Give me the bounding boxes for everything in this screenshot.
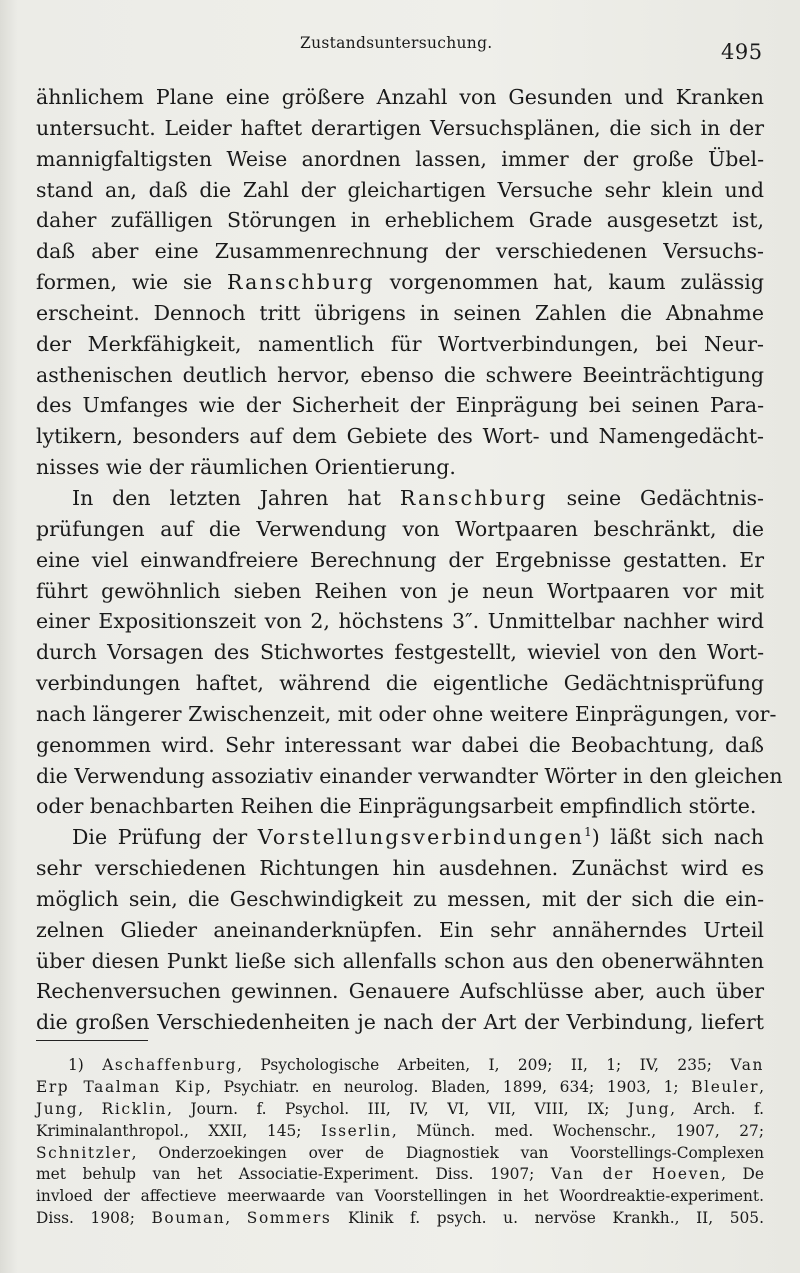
text-line: ähnlichem Plane eine größere Anzahl von Gesunden und Kranken (36, 85, 764, 109)
text-line: In den letzten Jahren hat Ranschburg seine Gedächtnis- (72, 485, 764, 510)
author-name: Ranschburg (227, 270, 375, 295)
text-line: zelnen Glieder aneinanderknüpfen. Ein sehr annäherndes Urteil (36, 917, 764, 942)
footnote-line: Schnitzler, Onderzoekingen over de Diagnostiek van Voorstellings-Complexen (36, 1143, 764, 1162)
text-line: der Merkfähigkeit, namentlich für Wortverbindungen, bei Neur- (36, 331, 764, 356)
text-line: eine viel einwandfreiere Berechnung der Ergebnisse gestatten. Er (36, 547, 764, 572)
text-line: verbindungen haftet, während die eigentliche Gedächtnisprüfung (36, 671, 764, 696)
text-line: nach längerer Zwischenzeit, mit oder ohne weitere Einprägungen, vor- (36, 701, 777, 726)
text-line: daß aber eine Zusammenrechnung der verschiedenen Versuchs- (36, 239, 764, 264)
text-line: asthenischen deutlich hervor, ebenso die schwere Beeinträchtigung (36, 362, 764, 387)
text-line: des Umfanges wie der Sicherheit der Einprägung bei seinen Para- (36, 393, 764, 418)
body-text (36, 82, 783, 1038)
footnotes (36, 1055, 764, 1230)
text-line: mannigfaltigsten Weise anordnen lassen, immer der große Übel- (36, 146, 764, 171)
footnote-line: Kriminalanthropol., XXII, 145; Isserlin, Münch. med. Wochenschr., 1907, 27; (36, 1121, 765, 1140)
footnote-line: invloed der affectieve meerwaarde van Voorstellingen in het Woordreaktie-experiment. (36, 1187, 764, 1206)
footnote-marker: 1 (584, 825, 592, 840)
text-line: lytikern, besonders auf dem Gebiete des Wort- und Namengedächt- (36, 424, 764, 449)
text-line: über diesen Punkt ließe sich allenfalls schon aus den obenerwähnten (36, 948, 764, 973)
text-line: führt gewöhnlich sieben Reihen von je neun Wortpaaren vor mit (36, 578, 764, 603)
footnote-line: 1) Aschaffenburg, Psychologische Arbeiten, I, 209; II, 1; IV, 235; Van (68, 1056, 764, 1074)
text-line: nisses wie der räumlichen Orientierung. (36, 455, 456, 480)
text-line: formen, wie sie Ranschburg vorgenommen hat, kaum zulässig (36, 270, 764, 295)
text-line: oder benachbarten Reihen die Einprägungsarbeit empfindlich störte. (36, 794, 757, 819)
text-line: Rechenversuchen gewinnen. Genauere Aufschlüsse aber, auch über (36, 979, 764, 1004)
text-line: prüfungen auf die Verwendung von Wortpaaren beschränkt, die (36, 516, 764, 541)
text-line: durch Vorsagen des Stichwortes festgestellt, wieviel von den Wort- (36, 640, 764, 665)
text-line: Die Prüfung der Vorstellungsverbindungen$^1$) läßt sich nach (72, 825, 764, 850)
text-line: untersucht. Leider haftet derartigen Versuchsplänen, die sich in der (36, 115, 764, 140)
text-line: die Verwendung assoziativ einander verwandter Wörter in den gleichen (36, 763, 783, 788)
footnote-divider (36, 1040, 148, 1041)
footnote-line: Jung, Ricklin, Journ. f. Psychol. III, IV, VI, VII, VIII, IX; Jung, Arch. f. (36, 1099, 764, 1118)
text-line: einer Expositionszeit von 2, höchstens 3″. Unmittelbar nachher wird (36, 609, 764, 634)
author-name: Ranschburg (399, 485, 548, 510)
footnote-line: met behulp van het Associatie-Experiment. Diss. 1907; Van der Hoeven, De (36, 1165, 765, 1184)
emphasized-term: Vorstellungsverbindungen (257, 825, 585, 850)
footnote-line: Erp Taalman Kip, Psychiatr. en neurolog. Bladen, 1899, 634; 1903, 1; Bleuler, (36, 1077, 765, 1096)
text-line: erscheint. Dennoch tritt übrigens in seinen Zahlen die Abnahme (36, 300, 764, 325)
text-line: möglich sein, die Geschwindigkeit zu messen, mit der sich die ein- (36, 886, 764, 911)
page-number: 495 (721, 40, 763, 64)
text-line: stand an, daß die Zahl der gleichartigen Versuche sehr klein und (36, 177, 764, 202)
text-line: sehr verschiedenen Richtungen hin ausdehnen. Zunächst wird es (36, 856, 764, 881)
text-line: daher zufälligen Störungen in erheblichem Grade ausgesetzt ist, (36, 208, 764, 233)
text-line: genommen wird. Sehr interessant war dabei die Beobachtung, daß (36, 732, 764, 757)
text-line: die großen Verschiedenheiten je nach der Art der Verbindung, liefert (36, 1010, 764, 1035)
footnote-line: Diss. 1908; Bouman, Sommers Klinik f. psych. u. nervöse Krankh., II, 505. (36, 1209, 764, 1228)
running-head: Zustandsuntersuchung. (300, 34, 493, 52)
